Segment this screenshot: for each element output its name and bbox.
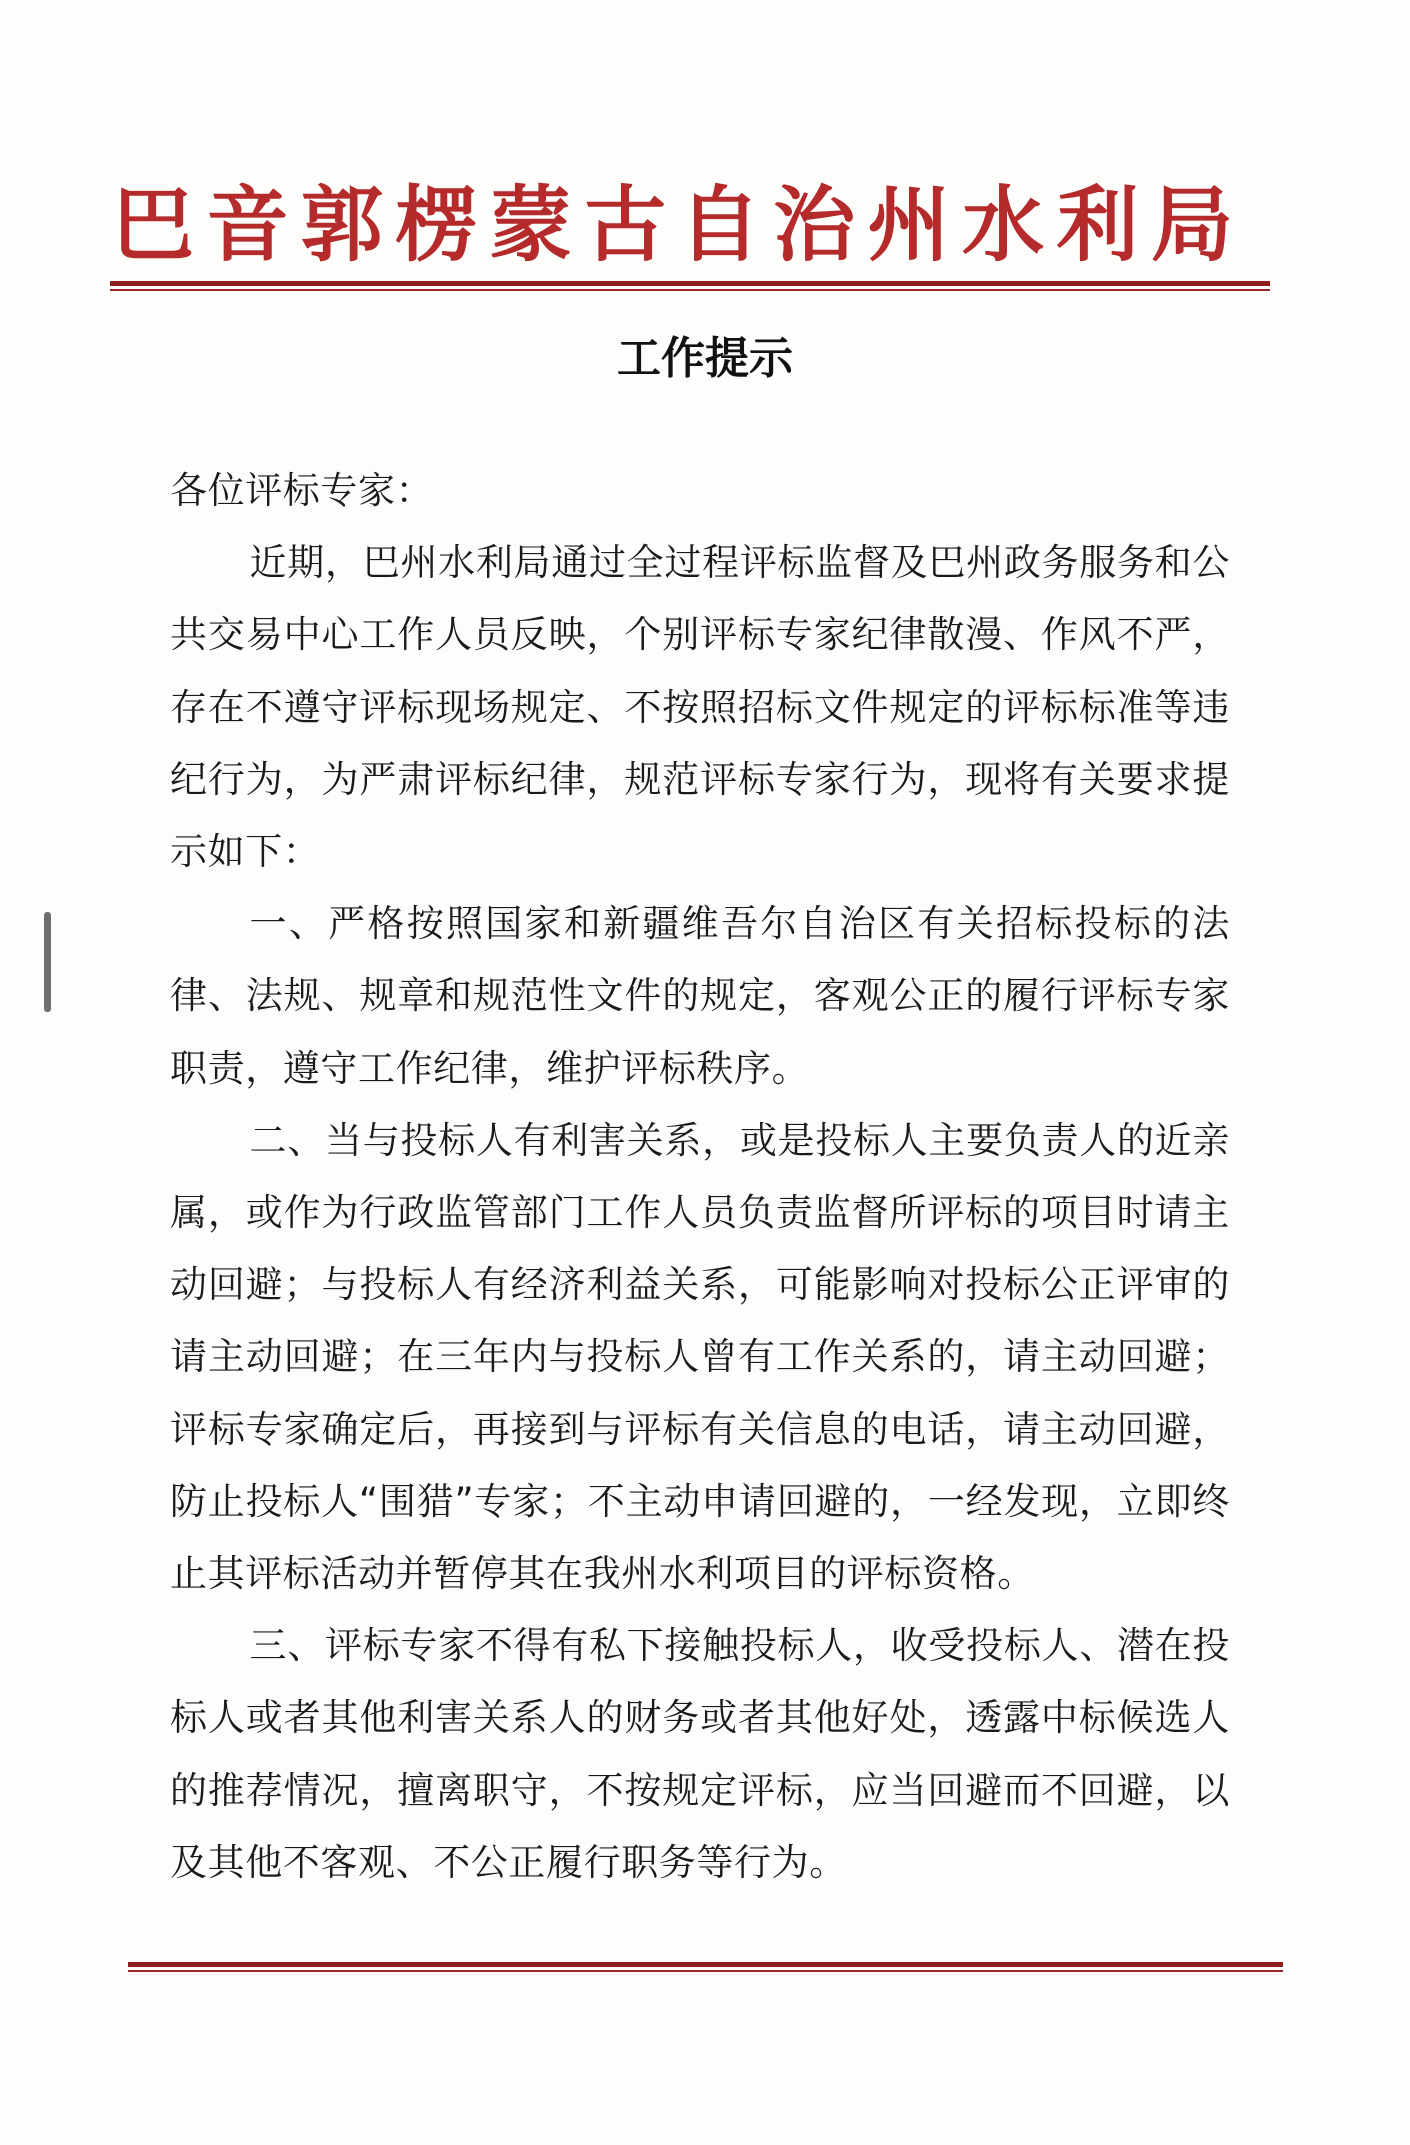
binding-mark xyxy=(44,912,51,1012)
paragraph-intro: 近期，巴州水利局通过全过程评标监督及巴州政务服务和公共交易中心工作人员反映，个别评标专家纪律散漫、作风不严，存在不遵守评标现场规定、不按照招标文件规定的评标标准等违纪行为，为严肃评标纪律，规范评标专家行为，现将有关要求提示如下： xyxy=(170,541,1230,874)
paragraph-item-1: 一、严格按照国家和新疆维吾尔自治区有关招标投标的法律、法规、规章和规范性文件的规定，客观公正的履行评标专家职责，遵守工作纪律，维护评标秩序。 xyxy=(170,902,1230,1090)
letterhead-char: 郭 xyxy=(300,176,383,273)
letterhead-divider xyxy=(110,281,1270,291)
letterhead-char: 巴 xyxy=(111,176,194,273)
letterhead-char: 利 xyxy=(1056,176,1139,273)
paragraph-item-3: 三、评标专家不得有私下接触投标人，收受投标人、潜在投标人或者其他利害关系人的财务或者其他好处，透露中标候选人的推荐情况，擅离职守，不按规定评标，应当回避而不回避，以及其他不客观、不公正履行职务等行为。 xyxy=(170,1624,1230,1884)
letterhead-char: 楞 xyxy=(395,176,478,273)
document-title: 工作提示 xyxy=(617,333,793,384)
letterhead-char: 治 xyxy=(773,176,856,273)
paragraph-item-2: 二、当与投标人有利害关系，或是投标人主要负责人的近亲属，或作为行政监管部门工作人员负责监督所评标的项目时请主动回避；与投标人有经济利益关系，可能影响对投标公正评审的请主动回避；在三年内与投标人曾有工作关系的，请主动回避；评标专家确定后，再接到与评标有关信息的电话，请主动回避，防止投标人“围猎”专家；不主动申请回避的，一经发现，立即终止其评标活动并暂停其在我州水利项目的评标资格。 xyxy=(170,1118,1230,1596)
letterhead-char: 州 xyxy=(867,176,950,273)
letterhead-char: 自 xyxy=(678,176,761,273)
document-body xyxy=(170,455,1230,1899)
letterhead-char: 水 xyxy=(962,176,1045,273)
letterhead-char: 局 xyxy=(1150,176,1233,273)
letterhead-char: 古 xyxy=(584,176,667,273)
footer-divider xyxy=(128,1962,1283,1972)
letterhead-char: 音 xyxy=(206,176,289,273)
letterhead-title xyxy=(110,168,1235,273)
letterhead-char: 蒙 xyxy=(489,176,572,273)
salutation: 各位评标专家： xyxy=(170,469,434,512)
